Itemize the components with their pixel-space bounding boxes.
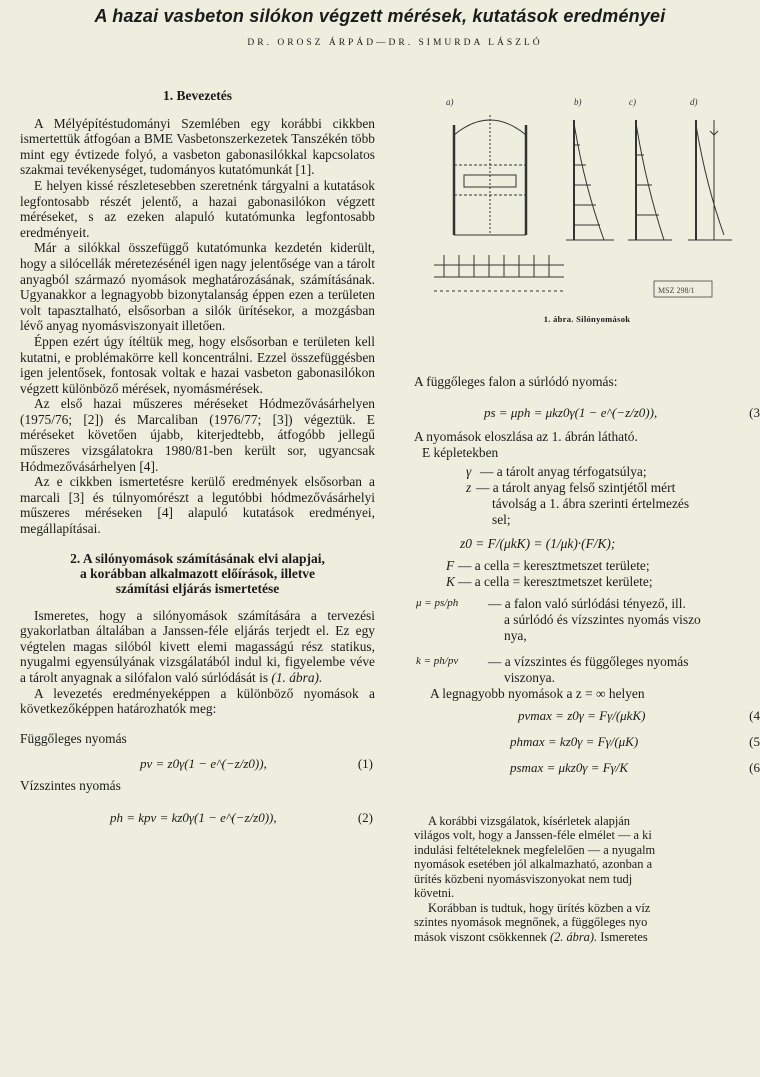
def-F [414,558,760,574]
paragraph-9-line-2: világos volt, hogy a Janssen-féle elmélet — a ki [414,828,652,843]
figure-ref-1: (1. ábra). [271,670,323,685]
formula-where: E képletekben [422,444,499,460]
equation-4-number: (4 [749,707,760,723]
paragraph-10-tail: Ismeretes [600,929,648,944]
def-K-symbol: K [446,574,455,590]
pressure-diagram-c [628,120,672,240]
section-1-heading: 1. Bevezetés [163,88,232,103]
label-vertical-pressure: Függőleges nyomás [20,730,127,746]
paragraph-7-text: Ismeretes, hogy a silónyomások számítására a tervezési gyakorlatban általában a Janssen-féle eljárás terjedt el. Ez egy végtelen magas silóból kivett elemi magasságú rész statikus, nyugalmi egyensúlyának vizsgálatából indul ki, figyelembe véve a tárolt anyagnak a silófalon való súrlódását is [20,607,375,685]
section-2-heading [20,551,375,596]
def-z-text-1: — a tárolt anyag felső szintjétől mért [476,480,676,496]
right-column [414,95,760,1077]
def-z-text-3: sel; [492,512,511,528]
def-mu-symbol: μ = ps/ph [416,597,459,610]
paragraph-6: Az e cikkben ismertetésre kerülő eredmények elsősorban a marcali [3] és túlnyomórészt a legutóbbi hódmezővásárhelyi műszeres méréseken [4] alapuló kutatások eredményei, megállapításai. [20,474,375,537]
def-z [414,480,760,496]
figure-1-drawing [414,95,744,310]
section-2-heading-line-2: a korábban alkalmazott előírások, illetve [79,565,316,581]
def-mu-text-1: — a falon való súrlódási tényező, ill. [488,596,686,612]
paragraph-3: Már a silókkal összefüggő kutatómunka kezdetén kiderült, hogy a silócellák méretezésénél igen nagy jelentősége van a tárolt anyagból származó nyomások meghatározásának, számításának. Ugyanakkor a legnagyobb bizonytalanság éppen ezen a területen volt tapasztalható, elsősorban a silók ürítésekor, a mozgásban lévő anyag nyomásviszonyait illetően. [20,240,375,334]
def-k [414,654,760,670]
def-z-cont-2 [414,512,760,528]
paragraph-10-line-3 [414,930,760,945]
equation-2: ph = kpv = kz0γ(1 − e^(−z/z0)), [110,809,277,825]
def-mu-text-2: a súrlódó és vízszintes nyomás viszo [504,612,701,628]
def-z-text-2: távolság a 1. ábra szerinti értelmezés [492,496,690,512]
def-K [414,574,760,590]
equation-3-row [414,389,760,429]
def-mu [414,596,760,612]
equation-6: psmax = μkz0γ = Fγ/K [510,759,629,775]
def-k-cont [414,670,760,686]
paragraph-8: A levezetés eredményeképpen a különböző nyomások a következőképpen határozhatók meg: [20,685,375,717]
section-2-heading-line-1: 2. A silónyomások számításának elvi alapjai, [70,550,325,566]
silo-diagram-a [454,115,526,235]
equation-1-number: (1) [357,756,373,772]
figure-stamp: MSZ 298/1 [658,286,695,295]
figure-label-a: a) [446,97,454,107]
def-F-text: — a cella = keresztmetszet területe; [458,558,650,574]
paragraph-2: E helyen kissé részletesebben szeretnénk tárgyalni a kutatások legfontosabb részét jelentő, a hazai gabonasilókon végzett méréseket, s az ezeken alapuló kutatómunka legfontosabb eredményeit. [20,177,375,240]
def-F-symbol: F [446,558,455,574]
paragraph-9-line-1: A korábbi vizsgálatok, kísérletek alapján [428,813,630,828]
equation-6-number: (6 [749,759,760,775]
figure-label-b: b) [574,97,582,107]
left-column [20,88,375,830]
pressure-diagram-d [688,120,732,240]
paragraph-9-line-4: nyomások esetében jól alkalmazható, azonban a [414,857,653,872]
pressure-diagram-b [566,120,614,240]
equation-1-row [20,746,375,778]
figure-label-c: c) [629,97,636,107]
equation-4-row [414,702,760,728]
equation-6-row [414,754,760,780]
equation-5: phmax = kz0γ = Fγ/(μK) [510,733,639,749]
equation-2-number: (2) [357,809,373,825]
equation-3-number: (3 [749,405,760,421]
paragraph-10-text: mások viszont csökkennek [414,929,547,944]
figure-ref-2: (2. ábra). [549,929,598,944]
friction-intro: A függőleges falon a súrlódó nyomás: [414,373,618,389]
equation-2-row [20,794,375,830]
def-k-text-2: viszonya. [504,670,555,686]
paragraph-10-line-2: szintes nyomások megnőnek, a függőleges nyo [414,915,648,930]
def-gamma-text: — a tárolt anyag térfogatsúlya; [480,464,647,480]
equation-4: pvmax = z0γ = Fγ/(μkK) [518,707,646,723]
figure-1 [414,95,744,310]
max-pressure-intro: A legnagyobb nyomások a z = ∞ helyen [430,686,645,702]
section-2-heading-line-3: számítási eljárás ismertetése [115,580,280,596]
def-k-symbol: k = ph/pv [416,655,459,668]
stamp-box [654,281,712,297]
paragraph-10-line-1: Korábban is tudtuk, hogy ürítés közben a víz [428,900,651,915]
paragraph-4: Éppen ezért úgy ítéltük meg, hogy elsősorban e területen kell kutatni, e problémakörre kell koncentrálni. Ezzel összefüggésben igen jelentősek, fontosak voltak e hazai vasbeton gabonasilókon végzett különböző mérések, nyomásmérések. [20,333,375,396]
def-z-symbol: z [466,480,472,496]
paragraph-9-line-3: indulási feltételeknek megfelelően — a nyugalm [414,842,656,857]
def-z0 [414,528,760,558]
figure-label-d: d) [690,97,698,107]
def-gamma [414,464,760,480]
equation-5-row [414,728,760,754]
authors: DR. OROSZ ÁRPÁD—DR. SIMURDA LÁSZLÓ [247,38,543,48]
def-mu-text-3: nya, [504,628,527,644]
def-gamma-symbol: γ [466,464,472,480]
def-z0-formula: z0 = F/(μkK) = (1/μk)·(F/K); [460,536,616,552]
paragraph-9-line-6: követni. [414,886,455,901]
def-mu-cont-2 [414,628,760,644]
equation-5-number: (5 [749,733,760,749]
def-z-cont [414,496,760,512]
def-mu-cont [414,612,760,628]
hopper-diagram [434,255,564,291]
def-k-text-1: — a vízszintes és függőleges nyomás [488,654,689,670]
equation-1: pv = z0γ(1 − e^(−z/z0)), [140,756,267,772]
figure-1-caption: 1. ábra. Silónyomások [543,314,631,324]
paragraph-1: A Mélyépítéstudományi Szemlében egy korábbi cikkben ismertettük átfogóan a BME Vasbetonszerkezetek Tanszékén több mint egy évtizede folyó, a vasbeton gabonasilókkal kapcsolatos szakmai tevékenységet, tudományos kutatómunkát [1]. [20,115,375,178]
page-title: A hazai vasbeton silókon végzett mérések, kutatások eredményei [94,6,666,26]
paragraph-7 [20,608,375,686]
distribution-note: A nyomások eloszlása az 1. ábrán látható. [414,429,638,445]
label-horizontal-pressure: Vízszintes nyomás [20,778,121,794]
def-K-text: — a cella = keresztmetszet kerülete; [458,574,653,590]
paragraph-9-line-5: ürítés közbeni nyomásviszonyokat nem tudj [414,871,633,886]
equation-3: ps = μph = μkz0γ(1 − e^(−z/z0)), [484,405,658,421]
paragraph-5: Az első hazai műszeres méréseket Hódmezővásárhelyen (1975/76; [2]) és Marcaliban (1976/77; [3]) végeztük. E méréseket követően újabb, kiterjedtebb, átfogóbb jellegű műszeres vizsgálatokra 1980/81-ben került sor, ugyancsak Hódmezővásárhelyen [4]. [20,396,375,474]
